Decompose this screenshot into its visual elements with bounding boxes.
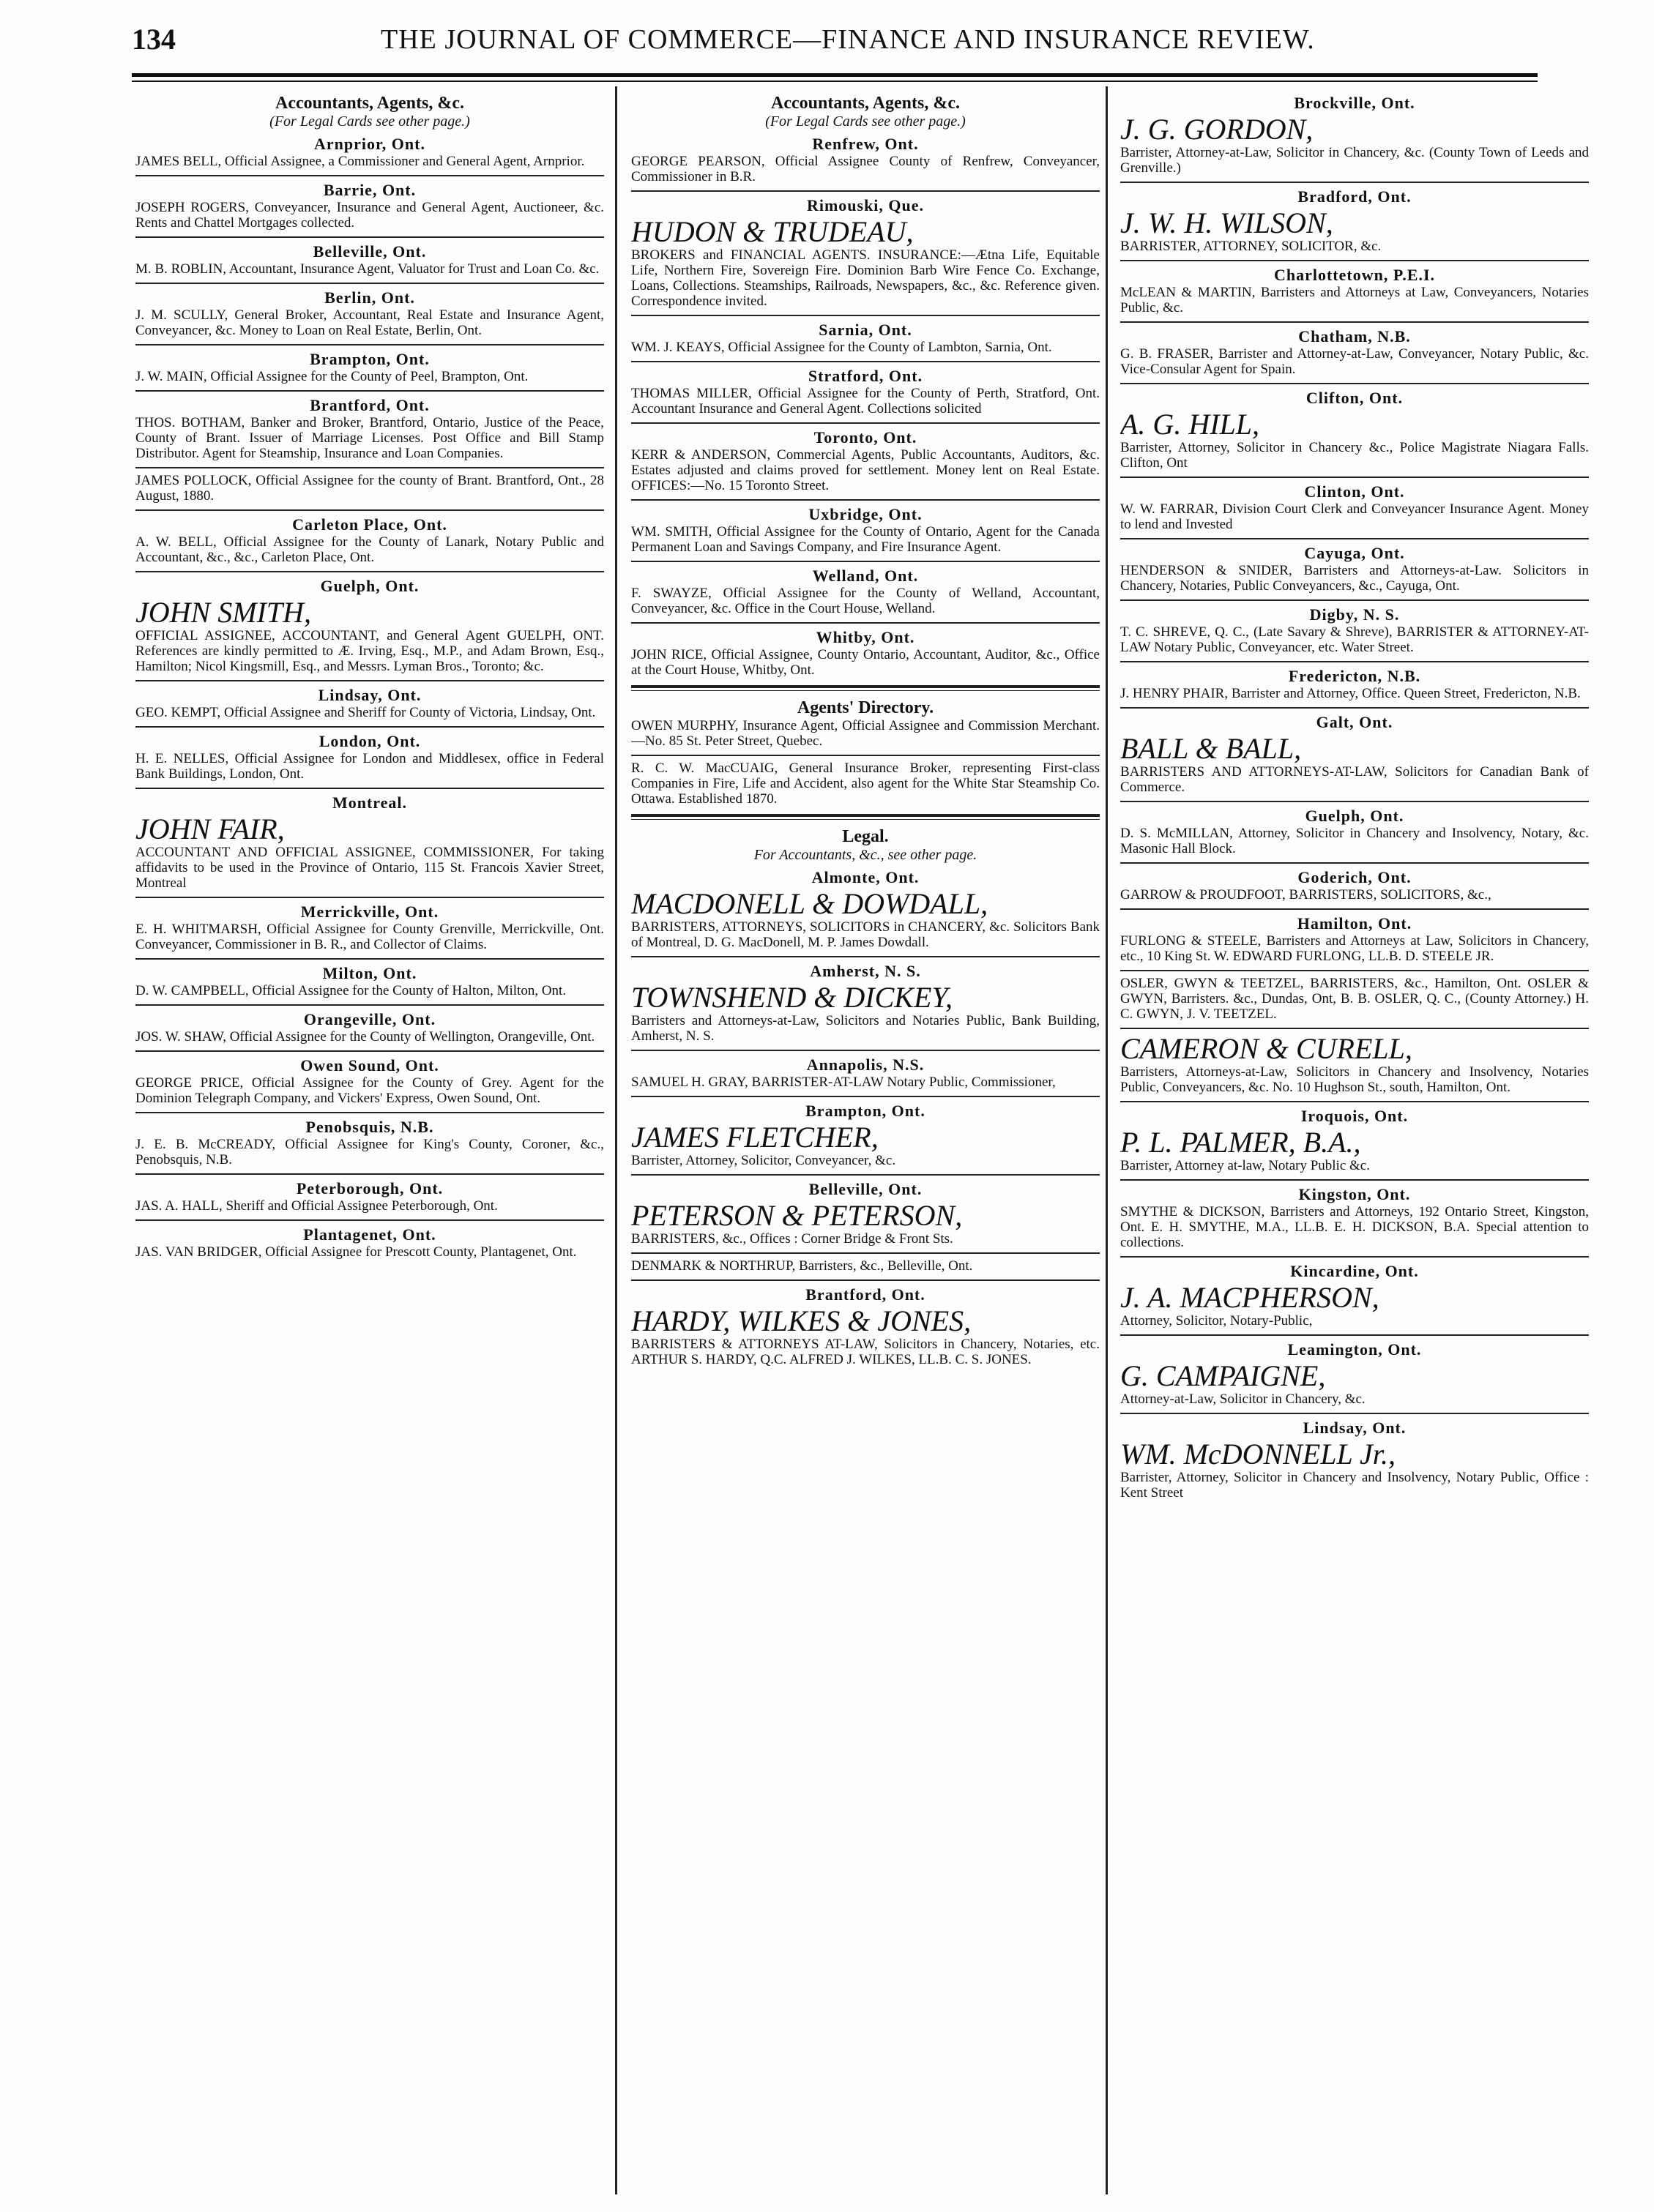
place-heading: Clinton, Ont. [1304,482,1405,501]
firm-name: PETERSON & PETERSON, [631,1199,963,1232]
entry-text: BARRISTER, ATTORNEY, SOLICITOR, &c. [1120,239,1382,254]
firm-name: WM. McDONNELL Jr., [1120,1438,1396,1471]
entry-divider [631,622,1100,624]
entry-divider [631,1252,1100,1254]
directory-entry [135,1050,604,1106]
entry-list [135,135,604,1260]
column-1 [135,94,604,2194]
entry-divider [135,958,604,960]
entry-divider [135,1112,604,1113]
directory-entry [631,868,1100,950]
directory-entry [1120,661,1589,701]
place-heading: Belleville, Ont. [808,1180,923,1198]
place-heading: Orangeville, Ont. [303,1010,436,1028]
entry-divider [1120,1256,1589,1258]
directory-entry [135,390,604,461]
entry-text: GARROW & PROUDFOOT, BARRISTERS, SOLICITORS, &c., [1120,887,1491,903]
entry-divider [1120,707,1589,709]
firm-name: MACDONELL & DOWDALL, [631,887,988,920]
place-heading: Belleville, Ont. [313,242,427,261]
directory-entry [631,561,1100,616]
entry-divider [1120,1101,1589,1102]
entry-text: D. W. CAMPBELL, Official Assignee for the County of Halton, Milton, Ont. [135,983,567,998]
entry-text: Barrister, Attorney, Solicitor in Chancery and Insolvency, Notary Public, Office : Kent Street [1120,1470,1589,1501]
entry-text: HENDERSON & SNIDER, Barristers and Attorneys-at-Law. Solicitors in Chancery, Notaries, Public Conveyancers, &c., Cayuga, Ont. [1120,563,1589,594]
entry-text: GEO. KEMPT, Official Assignee and Sheriff for County of Victoria, Lindsay, Ont. [135,705,596,720]
directory-entry [1120,1256,1589,1329]
place-heading: Brockville, Ont. [1294,94,1415,112]
header-rule [132,73,1538,77]
place-heading: Charlottetown, P.E.I. [1273,266,1436,284]
entry-divider [135,571,604,572]
directory-entry [1120,383,1589,471]
entry-divider [135,509,604,511]
place-heading: Arnprior, Ont. [314,135,425,153]
directory-entry [631,361,1100,416]
firm-name: J. W. H. WILSON, [1120,206,1333,239]
directory-entry [1120,1334,1589,1407]
entry-divider [1120,260,1589,261]
entry-text: Attorney, Solicitor, Notary-Public, [1120,1313,1313,1329]
entry-text: G. B. FRASER, Barrister and Attorney-at-Law, Conveyancer, Notary Public, &c. Vice-Consular Agent for Spain. [1120,346,1589,377]
place-heading: Hamilton, Ont. [1297,914,1412,933]
directory-entry [1120,801,1589,856]
firm-name: BALL & BALL, [1120,732,1302,765]
directory-entry [631,1174,1100,1247]
agents-heading: Agents' Directory. [797,698,934,717]
firm-name: JOHN SMITH, [135,596,311,629]
column-divider [615,86,617,2194]
directory-entry [631,622,1100,678]
directory-entry [135,726,604,782]
directory-entry [135,283,604,338]
entry-text: H. E. NELLES, Official Assignee for London and Middlesex, office in Federal Bank Buildings, London, Ont. [135,751,604,782]
place-heading: Lindsay, Ont. [318,686,422,704]
legal-list [631,868,1100,1367]
entry-text: JOHN RICE, Official Assignee, County Ontario, Accountant, Auditor, &c., Office at the Court House, Whitby, Ont. [631,647,1100,678]
place-heading: Fredericton, N.B. [1288,667,1421,685]
entry-text: W. W. FARRAR, Division Court Clerk and Conveyancer Insurance Agent. Money to lend and Invested [1120,501,1589,532]
directory-entry [135,1219,604,1260]
entry-divider [135,1004,604,1006]
directory-entry [135,680,604,720]
directory-entry [631,718,1100,749]
directory-entry [1120,94,1589,176]
directory-entry [135,788,604,891]
entry-text: THOMAS MILLER, Official Assignee for the County of Perth, Stratford, Ont. Accountant Insurance and General Agent. Collections solicited [631,386,1100,416]
place-heading: Peterborough, Ont. [296,1179,444,1197]
place-heading: Welland, Ont. [812,567,919,585]
place-heading: Kincardine, Ont. [1290,1262,1419,1280]
agents-list [631,718,1100,807]
entry-divider [135,1219,604,1221]
entry-text: D. S. McMILLAN, Attorney, Solicitor in Chancery and Insolvency, Notary, &c. Masonic Hall Block. [1120,826,1589,856]
entry-divider [631,315,1100,316]
place-heading: Kingston, Ont. [1298,1185,1411,1203]
column-3 [1120,94,1589,2194]
legal-subheading: For Accountants, &c., see other page. [753,847,977,863]
entry-text: J. HENRY PHAIR, Barrister and Attorney, Office. Queen Street, Fredericton, N.B. [1120,686,1581,701]
entry-divider [1120,383,1589,384]
entry-divider [631,422,1100,424]
directory-entry [631,1050,1100,1090]
entry-text: KERR & ANDERSON, Commercial Agents, Public Accountants, Auditors, &c. Estates adjusted and claims proved for settlement. Money lent on Real Estate. OFFICES:—No. 15 Toronto Street. [631,447,1100,493]
place-heading: Montreal. [332,793,408,812]
place-heading: Annapolis, N.S. [806,1055,925,1074]
directory-entry [1120,260,1589,315]
entry-divider [631,1279,1100,1281]
section-subheading: (For Legal Cards see other page.) [269,113,470,130]
firm-name: J. A. MACPHERSON, [1120,1281,1379,1314]
entry-text: JOSEPH ROGERS, Conveyancer, Insurance and General Agent, Auctioneer, &c. Rents and Chattel Mortgages collected. [135,200,604,231]
directory-entry [1120,1028,1589,1095]
directory-entry [135,1004,604,1045]
entry-divider [135,344,604,345]
directory-entry [135,467,604,504]
directory-entry [1120,707,1589,795]
entry-divider [135,175,604,176]
section-rule [631,814,1100,820]
firm-name: JAMES FLETCHER, [631,1121,879,1154]
place-heading: Leamington, Ont. [1287,1340,1422,1359]
entry-text: FURLONG & STEELE, Barristers and Attorneys at Law, Solicitors in Chancery, etc., 10 King St. W. EDWARD FURLONG, LL.B. D. STEELE JR. [1120,933,1589,964]
entry-text: OWEN MURPHY, Insurance Agent, Official Assignee and Commission Merchant.—No. 85 St. Peter Street, Quebec. [631,718,1100,749]
entry-divider [1120,538,1589,539]
place-heading: Lindsay, Ont. [1303,1419,1407,1437]
directory-entry [135,571,604,674]
entry-divider [1120,862,1589,864]
section-rule [631,685,1100,691]
entry-text: THOS. BOTHAM, Banker and Broker, Brantford, Ontario, Justice of the Peace, County of Brant. Issuer of Marriage Licenses. Post Office and Bill Stamp Distributor. Agent for Steamship, Insurance and Loan Companies. [135,415,604,461]
firm-name: HUDON & TRUDEAU, [631,215,914,248]
section-heading: Accountants, Agents, &c. [771,94,960,113]
directory-entry [135,135,604,169]
entry-divider [631,499,1100,501]
section-heading: Accountants, Agents, &c. [275,94,464,113]
directory-entry [1120,862,1589,903]
entry-text: F. SWAYZE, Official Assignee for the County of Welland, Accountant, Conveyancer, &c. Office in the Court House, Welland. [631,586,1100,616]
directory-entry [1120,321,1589,377]
firm-name: TOWNSHEND & DICKEY, [631,981,953,1014]
entry-divider [1120,321,1589,323]
entry-divider [1120,182,1589,183]
entry-text: SMYTHE & DICKSON, Barristers and Attorneys, 192 Ontario Street, Kingston, Ont. E. H. SMYTHE, M.A., LL.B. E. H. DICKSON, B.A. Special attention to collections. [1120,1204,1589,1250]
entry-divider [631,1096,1100,1097]
entry-divider [1120,661,1589,662]
place-heading: Plantagenet, Ont. [303,1225,436,1244]
entry-divider [631,361,1100,362]
entry-divider [631,1050,1100,1051]
directory-entry [135,344,604,384]
place-heading: Whitby, Ont. [816,628,915,646]
entry-text: JOS. W. SHAW, Official Assignee for the County of Wellington, Orangeville, Ont. [135,1029,595,1045]
directory-entry [631,422,1100,493]
entry-text: Barristers and Attorneys-at-Law, Solicitors and Notaries Public, Bank Building, Amherst, N. S. [631,1013,1100,1044]
entry-text: BARRISTERS, &c., Offices : Corner Bridge & Front Sts. [631,1231,953,1247]
entry-divider [135,788,604,789]
directory-entry [135,958,604,998]
entry-text: ACCOUNTANT AND OFFICIAL ASSIGNEE, COMMISSIONER, For taking affidavits to be used in the Province of Ontario, 115 St. Francois Xavier Street, Montreal [135,845,604,891]
entry-divider [1120,1413,1589,1414]
place-heading: Clifton, Ont. [1305,389,1404,407]
entry-text: JAMES POLLOCK, Official Assignee for the county of Brant. Brantford, Ont., 28 August, 1880. [135,473,604,504]
column-divider [1106,86,1108,2194]
entry-divider [1120,970,1589,971]
place-heading: Penobsquis, N.B. [305,1118,434,1136]
place-heading: Carleton Place, Ont. [292,515,447,534]
directory-entry [631,135,1100,184]
place-heading: Berlin, Ont. [324,288,415,307]
firm-name: P. L. PALMER, B.A., [1120,1126,1361,1159]
entry-text: BARRISTERS, ATTORNEYS, SOLICITORS in CHANCERY, &c. Solicitors Bank of Montreal, D. G. MacDonell, M. P. James Dowdall. [631,919,1100,950]
directory-entry [1120,1101,1589,1173]
entry-divider [135,467,604,468]
entry-divider [135,236,604,238]
place-heading: Sarnia, Ont. [819,321,912,339]
entry-text: WM. J. KEAYS, Official Assignee for the County of Lambton, Sarnia, Ont. [631,340,1052,355]
entry-text: WM. SMITH, Official Assignee for the County of Ontario, Agent for the Canada Permanent Loan and Savings Company, and Fire Insurance Agent. [631,524,1100,555]
place-heading: Amherst, N. S. [810,962,921,980]
entry-divider [1120,477,1589,478]
entry-text: DENMARK & NORTHRUP, Barristers, &c., Belleville, Ont. [631,1258,973,1274]
place-heading: Galt, Ont. [1316,713,1393,731]
entry-text: GEORGE PRICE, Official Assignee for the County of Grey. Agent for the Dominion Telegraph Company, and Vickers' Express, Owen Sound, Ont. [135,1075,604,1106]
entry-divider [135,1173,604,1175]
header-rule-thin [132,81,1538,82]
entry-text: J. E. B. McCREADY, Official Assignee for King's County, Coroner, &c., Penobsquis, N.B. [135,1137,604,1167]
entry-text: McLEAN & MARTIN, Barristers and Attorneys at Law, Conveyancers, Notaries Public, &c. [1120,285,1589,315]
entry-text: M. B. ROBLIN, Accountant, Insurance Agent, Valuator for Trust and Loan Co. &c. [135,261,600,277]
entry-text: Barrister, Attorney-at-Law, Solicitor in Chancery, &c. (County Town of Leeds and Grenville.) [1120,145,1589,176]
place-heading: Barrie, Ont. [323,181,417,199]
place-heading: Uxbridge, Ont. [808,505,923,523]
place-heading: Stratford, Ont. [808,367,923,385]
directory-entry [1120,1413,1589,1501]
directory-entry [1120,538,1589,594]
entry-divider [135,680,604,681]
place-heading: Milton, Ont. [322,964,417,982]
place-heading: Iroquois, Ont. [1300,1107,1409,1125]
place-heading: Chatham, N.B. [1298,327,1411,345]
entry-divider [135,283,604,284]
entry-divider [1120,1179,1589,1181]
journal-title: THE JOURNAL OF COMMERCE—FINANCE AND INSURANCE REVIEW. [381,24,1315,55]
entry-text: JAMES BELL, Official Assignee, a Commissioner and General Agent, Arnprior. [135,154,585,169]
directory-entry [631,1279,1100,1367]
firm-name: CAMERON & CURELL, [1120,1032,1412,1065]
directory-entry [135,236,604,277]
directory-entry [135,1112,604,1167]
firm-name: HARDY, WILKES & JONES, [631,1304,972,1337]
entry-divider [135,390,604,392]
place-heading: Digby, N. S. [1309,605,1400,624]
entry-divider [1120,1334,1589,1336]
place-heading: Brampton, Ont. [310,350,430,368]
directory-entry [1120,1179,1589,1250]
entry-text: T. C. SHREVE, Q. C., (Late Savary & Shreve), BARRISTER & ATTORNEY-AT-LAW Notary Public, Conveyancer, etc. Water Street. [1120,624,1589,655]
entry-text: BARRISTERS AND ATTORNEYS-AT-LAW, Solicitors for Canadian Bank of Commerce. [1120,764,1589,795]
directory-entry [1120,970,1589,1022]
place-heading: Toronto, Ont. [813,428,917,446]
entry-divider [631,956,1100,957]
place-heading: Brampton, Ont. [805,1102,925,1120]
entry-divider [631,190,1100,192]
place-heading: Renfrew, Ont. [812,135,919,153]
entry-text: BROKERS and FINANCIAL AGENTS. INSURANCE:—Ætna Life, Equitable Life, Northern Fire, Sovereign Fire. Dominion Barb Wire Fence Co. Exchange, Loans, Collections. Steamships, Railroads, Newspapers, &c., &c. Reference given. Correspondence invited. [631,247,1100,309]
place-heading: Guelph, Ont. [320,577,420,595]
entry-text: SAMUEL H. GRAY, BARRISTER-AT-LAW Notary Public, Commissioner, [631,1075,1056,1090]
directory-entry [631,1096,1100,1168]
entry-text: JAS. VAN BRIDGER, Official Assignee for Prescott County, Plantagenet, Ont. [135,1244,577,1260]
entry-divider [135,897,604,898]
place-heading: Goderich, Ont. [1297,868,1412,886]
entry-text: A. W. BELL, Official Assignee for the County of Lanark, Notary Public and Accountant, &c., &c., Carleton Place, Ont. [135,534,604,565]
place-heading: Brantford, Ont. [310,396,430,414]
entry-text: Barrister, Attorney at-law, Notary Public &c. [1120,1158,1370,1173]
entry-text: GEORGE PEARSON, Official Assignee County of Renfrew, Conveyancer, Commissioner in B.R. [631,154,1100,184]
section-subheading: (For Legal Cards see other page.) [765,113,966,130]
entry-text: E. H. WHITMARSH, Official Assignee for County Grenville, Merrickville, Ont. Conveyancer, Commissioner in B. R., and Collector of Claims. [135,922,604,952]
page-header [132,22,1538,66]
firm-name: G. CAMPAIGNE, [1120,1359,1326,1392]
place-heading: London, Ont. [318,732,421,750]
directory-entry [631,190,1100,309]
entry-text: OSLER, GWYN & TEETZEL, BARRISTERS, &c., Hamilton, Ont. OSLER & GWYN, Barristers. &c., Dundas, Ont, B. B. OSLER, Q. C., (County Attorney.) H. C. GWYN, J. V. TEETZEL. [1120,976,1589,1022]
place-heading: Merrickville, Ont. [300,903,439,921]
entry-text: R. C. W. MacCUAIG, General Insurance Broker, representing First-class Companies in Fire, Life and Accident, also agent for the White Star Steamship Co. Ottawa. Established 1870. [631,761,1100,807]
directory-entry [1120,908,1589,964]
entry-text: Barrister, Attorney, Solicitor, Conveyancer, &c. [631,1153,896,1168]
entry-divider [135,1050,604,1052]
entry-text: J. M. SCULLY, General Broker, Accountant, Real Estate and Insurance Agent, Conveyancer, &c. Money to Loan on Real Estate, Berlin, Ont. [135,307,604,338]
entry-divider [1120,801,1589,802]
column-2 [631,94,1100,2194]
entry-text: Barrister, Attorney, Solicitor in Chancery &c., Police Magistrate Niagara Falls. Clifton, Ont [1120,440,1589,471]
entry-divider [631,1174,1100,1176]
entry-divider [1120,908,1589,910]
place-heading: Bradford, Ont. [1297,187,1412,206]
directory-entry [135,175,604,231]
directory-entry [1120,599,1589,655]
entry-text: J. W. MAIN, Official Assignee for the County of Peel, Brampton, Ont. [135,369,529,384]
directory-entry [631,315,1100,355]
legal-heading: Legal. [842,827,889,846]
entry-text: Barristers, Attorneys-at-Law, Solicitors in Chancery and Insolvency, Notaries Public, Conveyancers, &c. No. 10 Hughson St., south, Hamilton, Ont. [1120,1064,1589,1095]
directory-entry [135,897,604,952]
place-heading: Almonte, Ont. [811,868,920,886]
place-heading: Rimouski, Que. [806,196,925,214]
firm-name: J. G. GORDON, [1120,113,1314,146]
directory-entry [631,755,1100,807]
entry-divider [135,726,604,728]
entry-text: JAS. A. HALL, Sheriff and Official Assignee Peterborough, Ont. [135,1198,498,1214]
entry-divider [1120,599,1589,601]
page-number: 134 [132,23,176,56]
entry-list [1120,94,1589,1501]
entry-divider [631,755,1100,756]
place-heading: Guelph, Ont. [1305,807,1404,825]
entry-text: OFFICIAL ASSIGNEE, ACCOUNTANT, and General Agent GUELPH, ONT. References are kindly permitted to Æ. Irving, Esq., M.P., and Adam Brown, Esq., Hamilton; Nicol Kingsmill, Esq., and Messrs. Lyman Bros., Toronto; &c. [135,628,604,674]
firm-name: JOHN FAIR, [135,812,285,845]
directory-entry [135,509,604,565]
entry-list [631,135,1100,678]
firm-name: A. G. HILL, [1120,408,1260,441]
entry-divider [631,561,1100,562]
place-heading: Owen Sound, Ont. [300,1056,439,1075]
directory-entry [631,956,1100,1044]
directory-entry [1120,182,1589,254]
directory-entry [631,499,1100,555]
place-heading: Cayuga, Ont. [1304,544,1405,562]
place-heading: Brantford, Ont. [805,1285,925,1304]
entry-divider [1120,1028,1589,1029]
entry-text: Attorney-at-Law, Solicitor in Chancery, &c. [1120,1391,1366,1407]
directory-entry [135,1173,604,1214]
directory-entry [1120,477,1589,532]
entry-text: BARRISTERS & ATTORNEYS AT-LAW, Solicitors in Chancery, Notaries, etc. ARTHUR S. HARDY, Q.C. ALFRED J. WILKES, LL.B. C. S. JONES. [631,1337,1100,1367]
directory-entry [631,1252,1100,1274]
